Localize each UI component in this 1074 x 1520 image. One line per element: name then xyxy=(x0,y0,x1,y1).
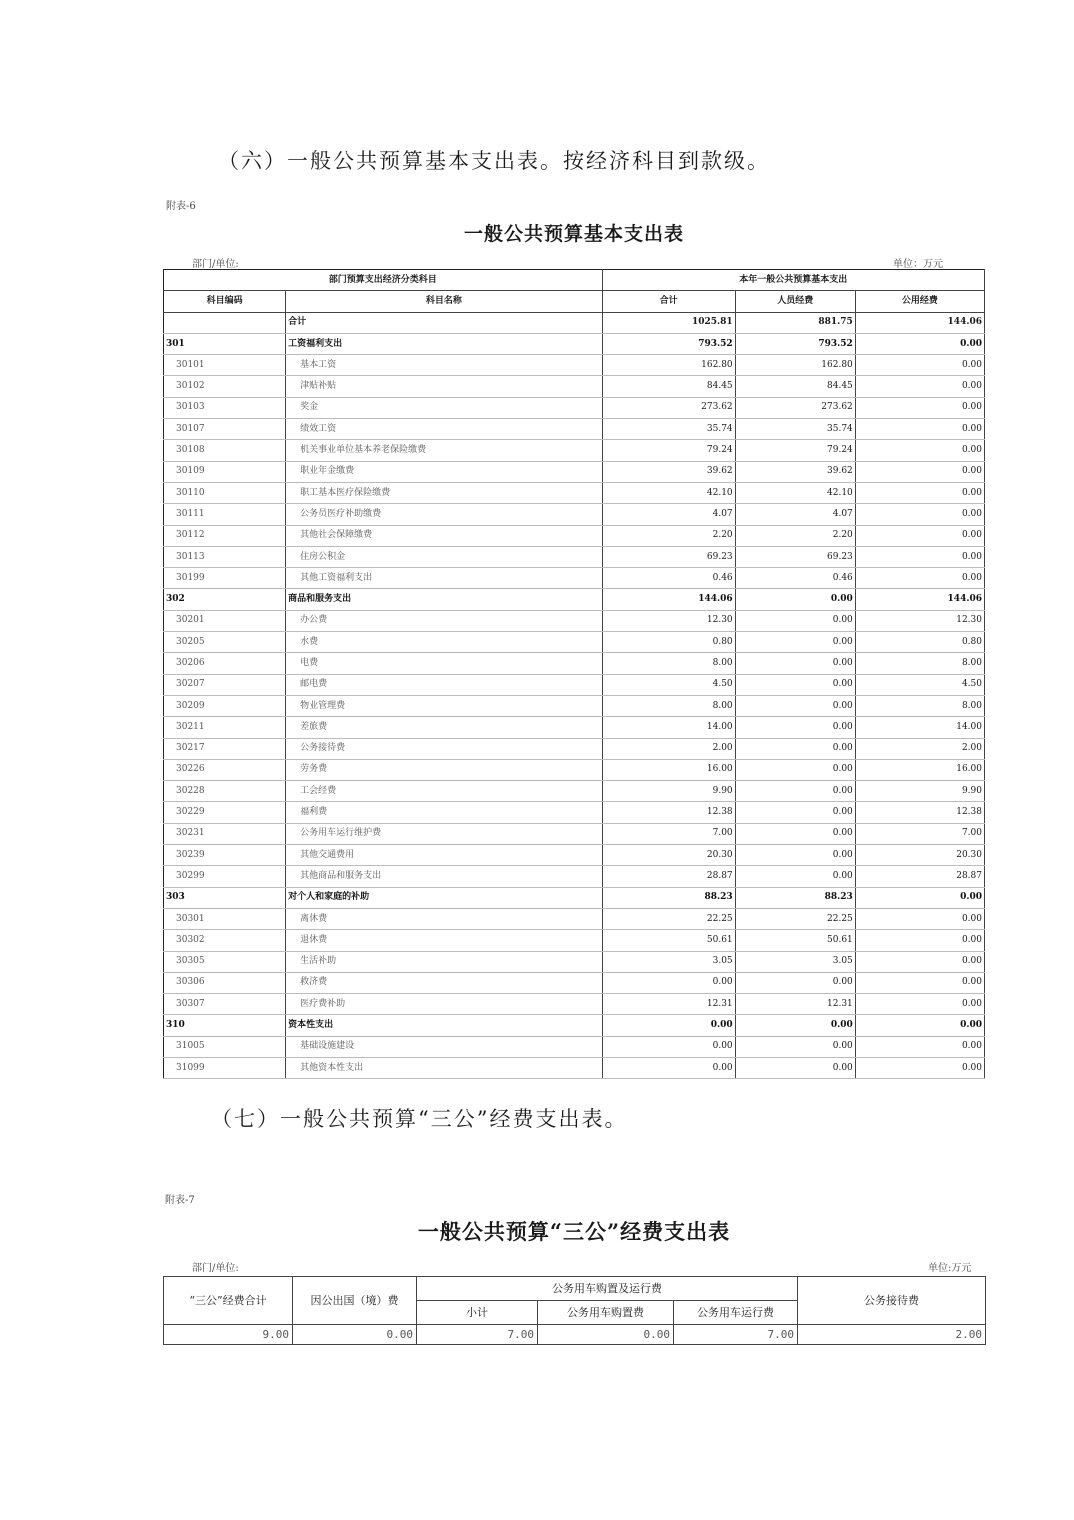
row-code: 30109 xyxy=(164,461,286,482)
row-name: 商品和服务支出 xyxy=(286,589,602,610)
table-row xyxy=(164,419,985,440)
row-personnel: 273.62 xyxy=(735,397,855,418)
row-public: 0.00 xyxy=(855,908,984,929)
row-personnel: 0.00 xyxy=(735,845,855,866)
row-name: 其他交通费用 xyxy=(286,845,602,866)
row-public: 0.00 xyxy=(855,930,984,951)
table-group-row xyxy=(164,1015,985,1036)
table-row xyxy=(164,504,985,525)
row-public: 9.90 xyxy=(855,781,984,802)
row-personnel: 0.00 xyxy=(735,738,855,759)
row-public: 144.06 xyxy=(855,312,984,333)
row-name: 邮电费 xyxy=(286,674,602,695)
row-total: 3.05 xyxy=(602,951,735,972)
row-total: 20.30 xyxy=(602,845,735,866)
row-public: 0.00 xyxy=(855,568,984,589)
row-code: 30207 xyxy=(164,674,286,695)
row-public: 16.00 xyxy=(855,759,984,780)
row-name: 办公费 xyxy=(286,610,602,631)
row-total: 28.87 xyxy=(602,866,735,887)
row-public: 0.00 xyxy=(855,482,984,503)
row-name: 工会经费 xyxy=(286,781,602,802)
row-total: 16.00 xyxy=(602,759,735,780)
row-total: 144.06 xyxy=(602,589,735,610)
row-personnel: 0.00 xyxy=(735,1057,855,1078)
row-name: 职工基本医疗保险缴费 xyxy=(286,482,602,503)
table-group-row xyxy=(164,887,985,908)
attachment-label-7: 附表-7 xyxy=(165,1195,195,1206)
row-public: 0.00 xyxy=(855,397,984,418)
row-total: 0.00 xyxy=(602,1015,735,1036)
table-row xyxy=(164,632,985,653)
sangong-expenditure-table xyxy=(163,1276,986,1345)
row-code: 30209 xyxy=(164,695,286,716)
row-personnel: 0.00 xyxy=(735,866,855,887)
row-name: 津贴补贴 xyxy=(286,376,602,397)
row-total: 4.07 xyxy=(602,504,735,525)
value-subtotal: 7.00 xyxy=(417,1325,538,1345)
row-public: 0.00 xyxy=(855,994,984,1015)
table-row xyxy=(164,717,985,738)
row-public: 2.00 xyxy=(855,738,984,759)
row-total: 8.00 xyxy=(602,695,735,716)
row-personnel: 0.00 xyxy=(735,781,855,802)
row-public: 0.00 xyxy=(855,333,984,354)
row-code: 30306 xyxy=(164,972,286,993)
row-personnel: 69.23 xyxy=(735,546,855,567)
row-personnel: 0.00 xyxy=(735,717,855,738)
row-personnel: 22.25 xyxy=(735,908,855,929)
row-name: 奖金 xyxy=(286,397,602,418)
row-name: 资本性支出 xyxy=(286,1015,602,1036)
row-total: 2.20 xyxy=(602,525,735,546)
row-personnel: 84.45 xyxy=(735,376,855,397)
table7-title: 一般公共预算“三公”经费支出表 xyxy=(417,1219,731,1244)
row-name: 福利费 xyxy=(286,802,602,823)
table-row xyxy=(164,823,985,844)
row-name: 基础设施建设 xyxy=(286,1036,602,1057)
row-name: 其他工资福利支出 xyxy=(286,568,602,589)
row-total: 0.46 xyxy=(602,568,735,589)
row-name: 其他资本性支出 xyxy=(286,1057,602,1078)
row-total: 9.90 xyxy=(602,781,735,802)
table6-header-row-2 xyxy=(164,291,985,312)
row-name: 生活补助 xyxy=(286,951,602,972)
row-public: 0.00 xyxy=(855,461,984,482)
row-public: 0.00 xyxy=(855,419,984,440)
row-code: 30301 xyxy=(164,908,286,929)
row-code: 30112 xyxy=(164,525,286,546)
row-code: 30307 xyxy=(164,994,286,1015)
table-row xyxy=(164,674,985,695)
table7-dept-label: 部门/单位: xyxy=(192,1263,239,1274)
row-personnel: 79.24 xyxy=(735,440,855,461)
row-code: 30113 xyxy=(164,546,286,567)
row-total: 88.23 xyxy=(602,887,735,908)
value-reception: 2.00 xyxy=(798,1325,986,1345)
row-name: 工资福利支出 xyxy=(286,333,602,354)
value-purchase: 0.00 xyxy=(538,1325,674,1345)
row-total: 162.80 xyxy=(602,355,735,376)
row-code: 30226 xyxy=(164,759,286,780)
row-name: 住房公积金 xyxy=(286,546,602,567)
table6-unit-label: 单位：万元 xyxy=(893,259,943,270)
row-name: 职业年金缴费 xyxy=(286,461,602,482)
table-row xyxy=(164,845,985,866)
value-abroad: 0.00 xyxy=(293,1325,417,1345)
row-code: 310 xyxy=(164,1015,286,1036)
row-name: 机关事业单位基本养老保险缴费 xyxy=(286,440,602,461)
row-name: 公务员医疗补助缴费 xyxy=(286,504,602,525)
row-personnel: 0.00 xyxy=(735,674,855,695)
row-personnel: 0.00 xyxy=(735,653,855,674)
table-row xyxy=(164,546,985,567)
row-code: 30305 xyxy=(164,951,286,972)
row-name: 其他社会保障缴费 xyxy=(286,525,602,546)
row-code: 31005 xyxy=(164,1036,286,1057)
header-personnel: 人员经费 xyxy=(735,291,855,312)
row-personnel: 12.31 xyxy=(735,994,855,1015)
row-code: 30299 xyxy=(164,866,286,887)
row-code: 30231 xyxy=(164,823,286,844)
table-row xyxy=(164,461,985,482)
row-name: 物业管理费 xyxy=(286,695,602,716)
row-code: 30206 xyxy=(164,653,286,674)
row-public: 144.06 xyxy=(855,589,984,610)
row-total: 0.00 xyxy=(602,1036,735,1057)
row-code: 31099 xyxy=(164,1057,286,1078)
section6-heading: （六）一般公共预算基本支出表。按经济科目到款级。 xyxy=(218,149,770,173)
row-public: 4.50 xyxy=(855,674,984,695)
row-total: 50.61 xyxy=(602,930,735,951)
row-total: 14.00 xyxy=(602,717,735,738)
row-public: 8.00 xyxy=(855,695,984,716)
row-personnel: 4.07 xyxy=(735,504,855,525)
row-code: 30228 xyxy=(164,781,286,802)
row-public: 12.30 xyxy=(855,610,984,631)
attachment-label-6: 附表-6 xyxy=(166,201,196,212)
row-total: 273.62 xyxy=(602,397,735,418)
row-total: 84.45 xyxy=(602,376,735,397)
row-name: 公务接待费 xyxy=(286,738,602,759)
row-total: 8.00 xyxy=(602,653,735,674)
header-public: 公用经费 xyxy=(855,291,984,312)
row-personnel: 0.00 xyxy=(735,972,855,993)
header-operation: 公务用车运行费 xyxy=(674,1301,798,1325)
header-sangong-total: “三公”经费合计 xyxy=(164,1277,293,1325)
row-public: 0.00 xyxy=(855,440,984,461)
row-code: 30205 xyxy=(164,632,286,653)
table-row xyxy=(164,653,985,674)
table7-value-row xyxy=(164,1325,986,1345)
table6-header-row-1 xyxy=(164,270,985,291)
row-total: 12.38 xyxy=(602,802,735,823)
row-code: 303 xyxy=(164,887,286,908)
row-code: 30302 xyxy=(164,930,286,951)
basic-expenditure-table xyxy=(163,269,985,1079)
row-total: 22.25 xyxy=(602,908,735,929)
section7-heading: （七）一般公共预算“三公”经费支出表。 xyxy=(211,1107,628,1131)
row-personnel: 88.23 xyxy=(735,887,855,908)
table-row xyxy=(164,568,985,589)
row-name: 退休费 xyxy=(286,930,602,951)
row-total: 793.52 xyxy=(602,333,735,354)
row-code xyxy=(164,312,286,333)
table-row xyxy=(164,440,985,461)
table-row xyxy=(164,355,985,376)
row-public: 0.00 xyxy=(855,972,984,993)
row-code: 30239 xyxy=(164,845,286,866)
row-personnel: 0.00 xyxy=(735,695,855,716)
row-total: 12.30 xyxy=(602,610,735,631)
row-public: 0.00 xyxy=(855,525,984,546)
row-public: 0.00 xyxy=(855,355,984,376)
row-code: 30107 xyxy=(164,419,286,440)
row-name: 电费 xyxy=(286,653,602,674)
table-row xyxy=(164,610,985,631)
table-row xyxy=(164,930,985,951)
row-name: 劳务费 xyxy=(286,759,602,780)
row-personnel: 881.75 xyxy=(735,312,855,333)
row-code: 30229 xyxy=(164,802,286,823)
table-row xyxy=(164,866,985,887)
header-econ-class: 部门预算支出经济分类科目 xyxy=(164,270,603,291)
row-personnel: 0.00 xyxy=(735,823,855,844)
row-personnel: 0.00 xyxy=(735,610,855,631)
row-code: 302 xyxy=(164,589,286,610)
row-total: 69.23 xyxy=(602,546,735,567)
row-name: 救济费 xyxy=(286,972,602,993)
row-personnel: 2.20 xyxy=(735,525,855,546)
row-public: 0.00 xyxy=(855,951,984,972)
row-public: 28.87 xyxy=(855,866,984,887)
row-code: 301 xyxy=(164,333,286,354)
header-code: 科目编码 xyxy=(164,291,286,312)
table-row xyxy=(164,738,985,759)
table7-header-row-1 xyxy=(164,1277,986,1301)
row-personnel: 0.00 xyxy=(735,1036,855,1057)
row-public: 0.00 xyxy=(855,546,984,567)
table-row xyxy=(164,695,985,716)
row-code: 30211 xyxy=(164,717,286,738)
header-reception: 公务接待费 xyxy=(798,1277,986,1325)
row-name: 医疗费补助 xyxy=(286,994,602,1015)
table-total-row xyxy=(164,312,985,333)
table-row xyxy=(164,759,985,780)
row-public: 0.00 xyxy=(855,376,984,397)
table-row xyxy=(164,802,985,823)
table-row xyxy=(164,972,985,993)
row-public: 20.30 xyxy=(855,845,984,866)
table-row xyxy=(164,781,985,802)
row-code: 30102 xyxy=(164,376,286,397)
row-public: 14.00 xyxy=(855,717,984,738)
header-name: 科目名称 xyxy=(286,291,602,312)
header-abroad: 因公出国（境）费 xyxy=(293,1277,417,1325)
row-personnel: 50.61 xyxy=(735,930,855,951)
table-row xyxy=(164,397,985,418)
row-personnel: 0.00 xyxy=(735,589,855,610)
table7-unit-label: 单位:万元 xyxy=(928,1263,972,1274)
row-total: 7.00 xyxy=(602,823,735,844)
header-subtotal: 小计 xyxy=(417,1301,538,1325)
row-personnel: 793.52 xyxy=(735,333,855,354)
row-code: 30111 xyxy=(164,504,286,525)
table-row xyxy=(164,951,985,972)
header-vehicle-group: 公务用车购置及运行费 xyxy=(417,1277,798,1301)
row-code: 30199 xyxy=(164,568,286,589)
row-name: 合计 xyxy=(286,312,602,333)
header-purchase: 公务用车购置费 xyxy=(538,1301,674,1325)
table6-title: 一般公共预算基本支出表 xyxy=(463,223,684,245)
table-group-row xyxy=(164,333,985,354)
row-code: 30201 xyxy=(164,610,286,631)
row-code: 30101 xyxy=(164,355,286,376)
row-code: 30103 xyxy=(164,397,286,418)
value-operation: 7.00 xyxy=(674,1325,798,1345)
table-row xyxy=(164,1057,985,1078)
row-name: 其他商品和服务支出 xyxy=(286,866,602,887)
row-personnel: 35.74 xyxy=(735,419,855,440)
table-row xyxy=(164,1036,985,1057)
row-total: 1025.81 xyxy=(602,312,735,333)
row-public: 0.00 xyxy=(855,1015,984,1036)
row-total: 0.00 xyxy=(602,972,735,993)
value-sangong-total: 9.00 xyxy=(164,1325,293,1345)
row-name: 差旅费 xyxy=(286,717,602,738)
row-personnel: 3.05 xyxy=(735,951,855,972)
row-total: 0.00 xyxy=(602,1057,735,1078)
row-personnel: 42.10 xyxy=(735,482,855,503)
row-public: 8.00 xyxy=(855,653,984,674)
row-name: 离休费 xyxy=(286,908,602,929)
row-code: 30110 xyxy=(164,482,286,503)
table-row xyxy=(164,376,985,397)
row-name: 水费 xyxy=(286,632,602,653)
row-personnel: 39.62 xyxy=(735,461,855,482)
row-personnel: 0.00 xyxy=(735,759,855,780)
row-personnel: 0.00 xyxy=(735,632,855,653)
row-total: 35.74 xyxy=(602,419,735,440)
row-total: 42.10 xyxy=(602,482,735,503)
row-personnel: 0.46 xyxy=(735,568,855,589)
row-code: 30108 xyxy=(164,440,286,461)
row-name: 公务用车运行维护费 xyxy=(286,823,602,844)
table-row xyxy=(164,994,985,1015)
row-total: 4.50 xyxy=(602,674,735,695)
row-total: 39.62 xyxy=(602,461,735,482)
row-public: 0.00 xyxy=(855,1036,984,1057)
header-basic-expenditure: 本年一般公共预算基本支出 xyxy=(602,270,984,291)
header-total: 合计 xyxy=(602,291,735,312)
row-personnel: 162.80 xyxy=(735,355,855,376)
row-personnel: 0.00 xyxy=(735,802,855,823)
row-public: 0.80 xyxy=(855,632,984,653)
row-name: 绩效工资 xyxy=(286,419,602,440)
row-personnel: 0.00 xyxy=(735,1015,855,1036)
row-public: 0.00 xyxy=(855,504,984,525)
table-group-row xyxy=(164,589,985,610)
row-public: 7.00 xyxy=(855,823,984,844)
table-row xyxy=(164,525,985,546)
row-total: 12.31 xyxy=(602,994,735,1015)
row-total: 0.80 xyxy=(602,632,735,653)
row-total: 79.24 xyxy=(602,440,735,461)
table-row xyxy=(164,482,985,503)
row-name: 对个人和家庭的补助 xyxy=(286,887,602,908)
row-total: 2.00 xyxy=(602,738,735,759)
row-public: 0.00 xyxy=(855,1057,984,1078)
table6-dept-label: 部门/单位: xyxy=(192,259,239,270)
row-public: 0.00 xyxy=(855,887,984,908)
row-public: 12.38 xyxy=(855,802,984,823)
row-code: 30217 xyxy=(164,738,286,759)
table-row xyxy=(164,908,985,929)
row-name: 基本工资 xyxy=(286,355,602,376)
